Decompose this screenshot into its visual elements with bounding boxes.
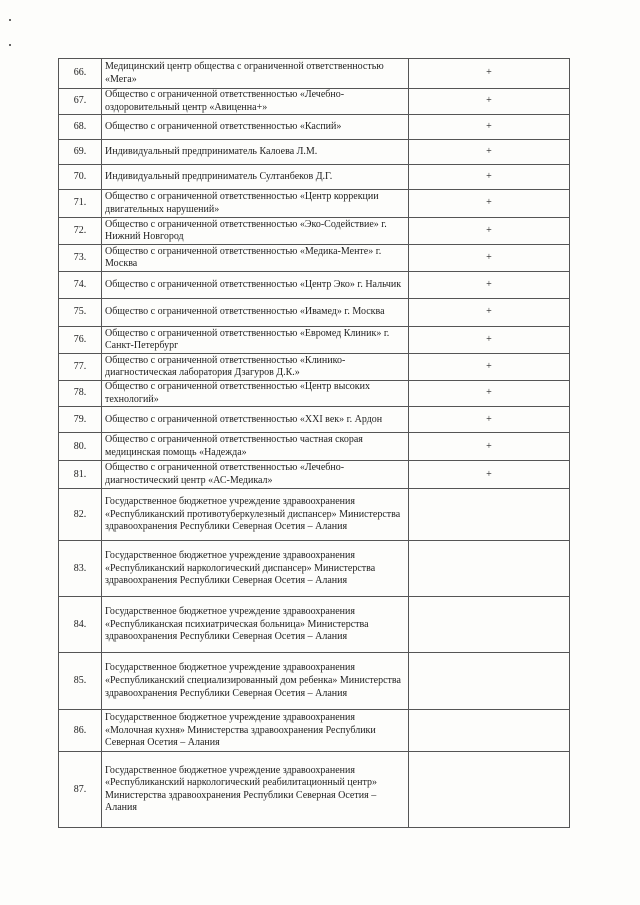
row-number: 76. xyxy=(59,327,102,354)
row-number: 87. xyxy=(59,752,102,828)
table-row xyxy=(59,407,570,433)
registry-table xyxy=(58,58,570,828)
row-number: 86. xyxy=(59,710,102,752)
row-number: 70. xyxy=(59,165,102,190)
organization-name: Общество с ограниченной ответственностью «Центр коррекции двигательных нарушений» xyxy=(102,190,409,218)
organization-name: Общество с ограниченной ответственностью «Лечебно-оздоровительный центр «Авиценна+» xyxy=(102,89,409,115)
organization-name: Медицинский центр общества с ограниченной ответственностью «Мега» xyxy=(102,59,409,89)
registry-table-body xyxy=(59,59,570,828)
table-row xyxy=(59,115,570,140)
participation-mark: + xyxy=(409,190,570,218)
organization-name: Общество с ограниченной ответственностью «Центр высоких технологий» xyxy=(102,381,409,407)
scan-speck xyxy=(9,19,11,21)
table-row xyxy=(59,597,570,653)
row-number: 75. xyxy=(59,299,102,327)
organization-name: Государственное бюджетное учреждение здравоохранения «Молочная кухня» Министерства здравоохранения Республики Северная Осетия – Алания xyxy=(102,710,409,752)
organization-name: Общество с ограниченной ответственностью «Эко-Содействие» г. Нижний Новгород xyxy=(102,218,409,245)
row-number: 71. xyxy=(59,190,102,218)
participation-mark: + xyxy=(409,327,570,354)
row-number: 81. xyxy=(59,461,102,489)
organization-name: Общество с ограниченной ответственностью «Клинико-диагностическая лаборатория Дзагуров Д.К.» xyxy=(102,354,409,381)
table-row xyxy=(59,299,570,327)
table-row xyxy=(59,272,570,299)
participation-mark xyxy=(409,541,570,597)
participation-mark: + xyxy=(409,272,570,299)
participation-mark xyxy=(409,653,570,710)
organization-name: Индивидуальный предприниматель Калоева Л.М. xyxy=(102,140,409,165)
scan-speck xyxy=(9,44,11,46)
table-row xyxy=(59,327,570,354)
organization-name: Общество с ограниченной ответственностью «Каспий» xyxy=(102,115,409,140)
row-number: 69. xyxy=(59,140,102,165)
participation-mark xyxy=(409,597,570,653)
participation-mark: + xyxy=(409,59,570,89)
organization-name: Государственное бюджетное учреждение здравоохранения «Республиканский наркологический диспансер» Министерства здравоохранения Республики Северная Осетия – Алания xyxy=(102,541,409,597)
organization-name: Государственное бюджетное учреждение здравоохранения «Республиканский наркологический реабилитационный центр» Министерства здравоохранения Республики Северная Осетия – Алания xyxy=(102,752,409,828)
organization-name: Государственное бюджетное учреждение здравоохранения «Республиканский специализированный дом ребенка» Министерства здравоохранения Республики Северная Осетия – Алания xyxy=(102,653,409,710)
table-row xyxy=(59,489,570,541)
organization-name: Общество с ограниченной ответственностью «Лечебно-диагностический центр «АС-Медикал» xyxy=(102,461,409,489)
participation-mark: + xyxy=(409,89,570,115)
row-number: 72. xyxy=(59,218,102,245)
row-number: 67. xyxy=(59,89,102,115)
participation-mark: + xyxy=(409,354,570,381)
table-row xyxy=(59,541,570,597)
row-number: 68. xyxy=(59,115,102,140)
participation-mark: + xyxy=(409,115,570,140)
row-number: 74. xyxy=(59,272,102,299)
organization-name: Общество с ограниченной ответственностью «XXI век» г. Ардон xyxy=(102,407,409,433)
row-number: 80. xyxy=(59,433,102,461)
table-row xyxy=(59,59,570,89)
row-number: 66. xyxy=(59,59,102,89)
participation-mark xyxy=(409,489,570,541)
participation-mark: + xyxy=(409,245,570,272)
organization-name: Общество с ограниченной ответственностью «Центр Эко» г. Нальчик xyxy=(102,272,409,299)
participation-mark xyxy=(409,752,570,828)
organization-name: Государственное бюджетное учреждение здравоохранения «Республиканская психиатрическая больница» Министерства здравоохранения Республики Северная Осетия – Алания xyxy=(102,597,409,653)
participation-mark: + xyxy=(409,299,570,327)
participation-mark: + xyxy=(409,218,570,245)
table-row xyxy=(59,710,570,752)
table-row xyxy=(59,461,570,489)
row-number: 82. xyxy=(59,489,102,541)
organization-name: Индивидуальный предприниматель Султанбеков Д.Г. xyxy=(102,165,409,190)
table-row xyxy=(59,218,570,245)
organization-name: Государственное бюджетное учреждение здравоохранения «Республиканский противотуберкулезный диспансер» Министерства здравоохранения Республики Северная Осетия – Алания xyxy=(102,489,409,541)
row-number: 85. xyxy=(59,653,102,710)
organization-name: Общество с ограниченной ответственностью «Евромед Клиник» г. Санкт-Петербург xyxy=(102,327,409,354)
row-number: 83. xyxy=(59,541,102,597)
participation-mark: + xyxy=(409,433,570,461)
participation-mark: + xyxy=(409,461,570,489)
organization-name: Общество с ограниченной ответственностью частная скорая медицинская помощь «Надежда» xyxy=(102,433,409,461)
participation-mark: + xyxy=(409,140,570,165)
table-row xyxy=(59,381,570,407)
participation-mark: + xyxy=(409,407,570,433)
participation-mark: + xyxy=(409,165,570,190)
table-row xyxy=(59,245,570,272)
table-row xyxy=(59,190,570,218)
row-number: 77. xyxy=(59,354,102,381)
table-row xyxy=(59,653,570,710)
organization-name: Общество с ограниченной ответственностью «Ивамед» г. Москва xyxy=(102,299,409,327)
table-row xyxy=(59,140,570,165)
table-row xyxy=(59,165,570,190)
participation-mark: + xyxy=(409,381,570,407)
table-row xyxy=(59,752,570,828)
row-number: 73. xyxy=(59,245,102,272)
table-row xyxy=(59,433,570,461)
row-number: 79. xyxy=(59,407,102,433)
row-number: 78. xyxy=(59,381,102,407)
row-number: 84. xyxy=(59,597,102,653)
table-row xyxy=(59,354,570,381)
table-row xyxy=(59,89,570,115)
organization-name: Общество с ограниченной ответственностью «Медика-Менте» г. Москва xyxy=(102,245,409,272)
participation-mark xyxy=(409,710,570,752)
